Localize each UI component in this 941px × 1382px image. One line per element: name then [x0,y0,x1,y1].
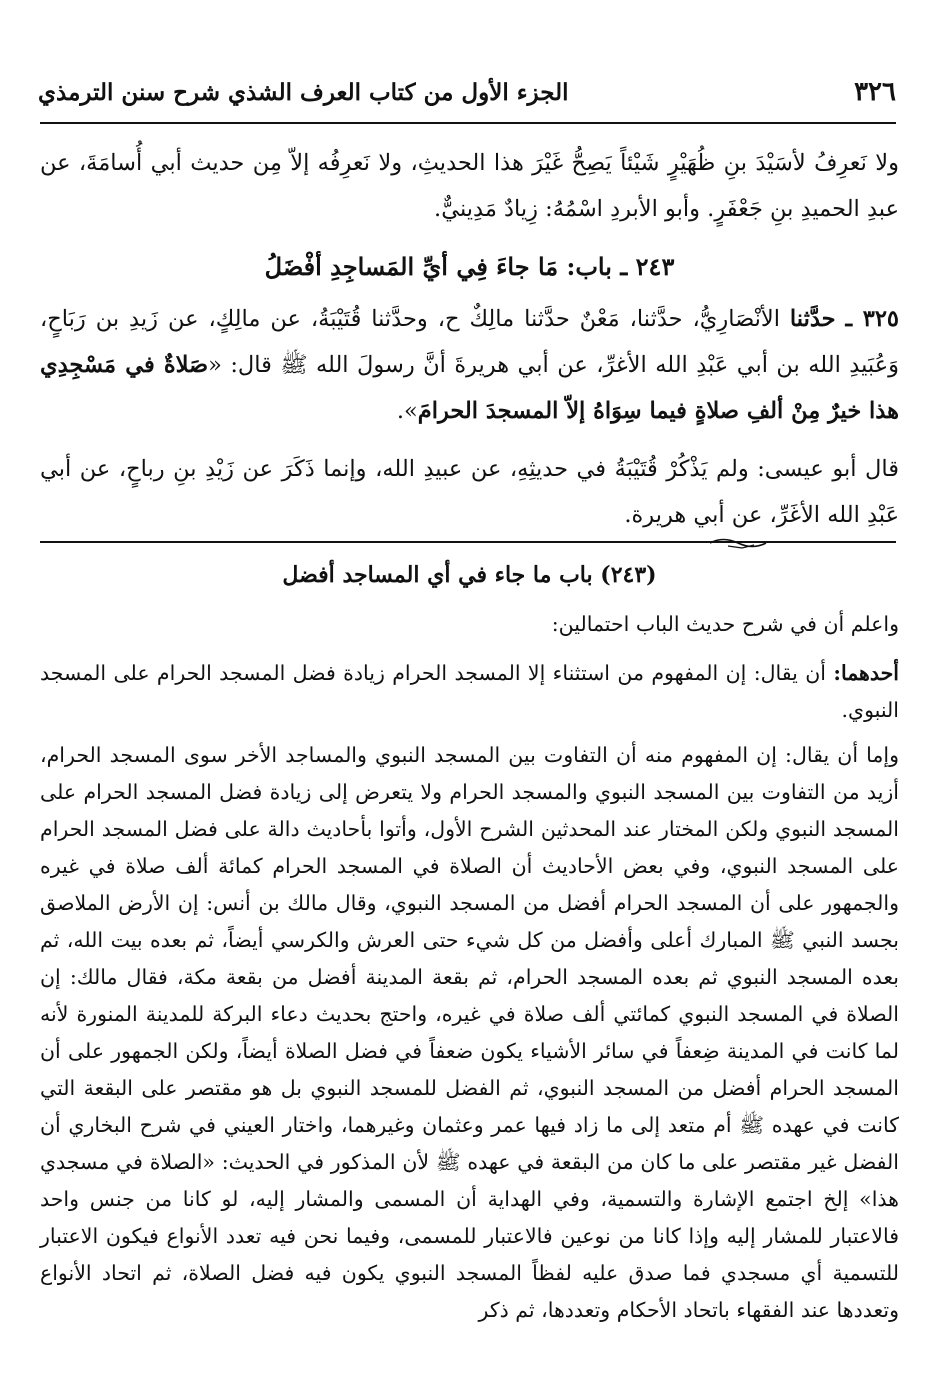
hadith-isnad: الأنْصَارِيُّ، حدَّثنا، مَعْنٌ حدَّثنا مالِكٌ ح، وحدَّثنا قُتَيْبَةُ، عن مالِكٍ، عن زَيدِ بن رَبَاحٍ، وَعُبَيدِ الله بن أبي عَبْدِ الله الأغرِّ، عن أبي هريرةَ أنَّ رسولَ الله ﷺ قال: « [40,306,899,378]
header-rule [40,122,896,124]
hadith-intro-paragraph: ولا نَعرِفُ لأسَيْدَ بنِ ظُهَيْرٍ شَيْئاً يَصِحُّ غَيْرَ هذا الحديثِ، ولا نَعرِفُه إلاّ مِن حديث أبي أُسامَةَ، عن عبدِ الحميدِ بنِ جَعْفَرٍ. وأبو الأبردِ اسْمُهُ: زِيادٌ مَدِينيٌّ. [40,150,899,222]
sharh-paragraph-3: وإما أن يقال: إن المفهوم منه أن التفاوت بين المسجد النبوي والمساجد الأخر سوى المسجد الحرام، أزيد من التفاوت بين المسجد النبوي والمسجد الحرام ولا يتعرض إلى زيادة فضل المسجد الحرام على المسجد النبوي ولكن المختار عند المحدثين الشرح الأول، وأتوا بأحاديث دالة على فضل المسجد الحرام على المسجد النبوي، وفي بعض الأحاديث أن الصلاة في المسجد الحرام كمائة ألف صلاة في غيره والجمهور على أن المسجد الحرام أفضل من المسجد النبوي، وقال مالك بن أنس: إن الأرض الملاصق بجسد النبي ﷺ المبارك أعلى وأفضل من كل شيء حتى العرش والكرسي أيضاً، ثم بعده بيت الله، ثم بعده المسجد النبوي ثم بعده المسجد الحرام، ثم بقعة المدينة أفضل من بقعة مكة، فقال مالك: إن الصلاة في المسجد النبوي كمائتي ألف صلاة في غيره، واحتج بحديث دعاء البركة للمدينة المنورة لأنه لما كانت في المدينة ضِعفاً في سائر الأشياء يكون ضعفاً في فضل الصلاة أيضاً، ولكن الجمهور على أن المسجد الحرام أفضل من المسجد النبوي، ثم الفضل للمسجد النبوي بل هو مقتصر على البقعة التي كانت في عهده ﷺ أم متعد إلى ما زاد فيها عمر وعثمان وغيرهما، واختار العيني في شرح البخاري أن الفضل غير مقتصر على ما كان من البقعة في عهده ﷺ لأن المذكور في الحديث: «الصلاة في مسجدي هذا» إلخ اجتمع الإشارة والتسمية، وفي الهداية أن المسمى والمشار إليه، لو كانا من جنس واحد فالاعتبار للمشار إليه وإذا كانا من نوعين فالاعتبار للمسمى، وفيما نحن فيه تعدد الأنواع فيكون الاعتبار للتسمية أي مسجدي فما صدق عليه لفظاً المسجد النبوي يكون فيه فضل الصلاة، ثم اتحاد الأنواع وتعددها عند الفقهاء باتحاد الأحكام وتعددها، ثم ذكر [40,743,899,1322]
hadith-matn: صَلاةٌ في مَسْجِدِي هذا خيرٌ مِنْ ألفِ صلاةٍ فيما سِوَاهُ إلاّ المسجدَ الحرامَ [40,352,899,424]
chapter-heading: ٢٤٣ ـ باب: مَا جاءَ فِي أيِّ المَساجِدِ أفْضَلُ [264,252,675,281]
hadith-paragraph [40,296,899,434]
running-title: الجزء الأول من كتاب العرف الشذي شرح سنن الترمذي [38,78,569,106]
sharh-paragraph-1: واعلم أن في شرح حديث الباب احتمالين: [551,612,899,636]
page-number: ٣٢٦ [854,77,896,107]
sharh-paragraph-2 [40,655,899,729]
sharh-paragraph-2-body: أن يقال: إن المفهوم من استثناء إلا المسجد الحرام زيادة فضل المسجد الحرام على المسجد النبوي. [40,661,899,722]
divider-ornament-icon [708,532,768,554]
sharh-paragraph-2-lead: أحدهما: [833,661,899,685]
commentary-paragraph: قال أبو عيسى: ولم يَذْكُرْ قُتَيْبَةُ في حديثِهِ، عن عبيدِ الله، وإنما ذَكَرَ عن زَيْدِ بنِ رباحٍ، عن أبي عَبْدِ الله الأغَرِّ، عن أبي هريرة. [40,456,899,528]
hadith-lead: حدَّثنا [789,306,836,332]
page-header [38,72,896,112]
sharh-heading: (٢٤٣) باب ما جاء في أي المساجد أفضل [282,562,657,588]
hadith-close: ». [396,398,418,424]
hadith-number: ٣٢٥ ـ [845,306,900,332]
